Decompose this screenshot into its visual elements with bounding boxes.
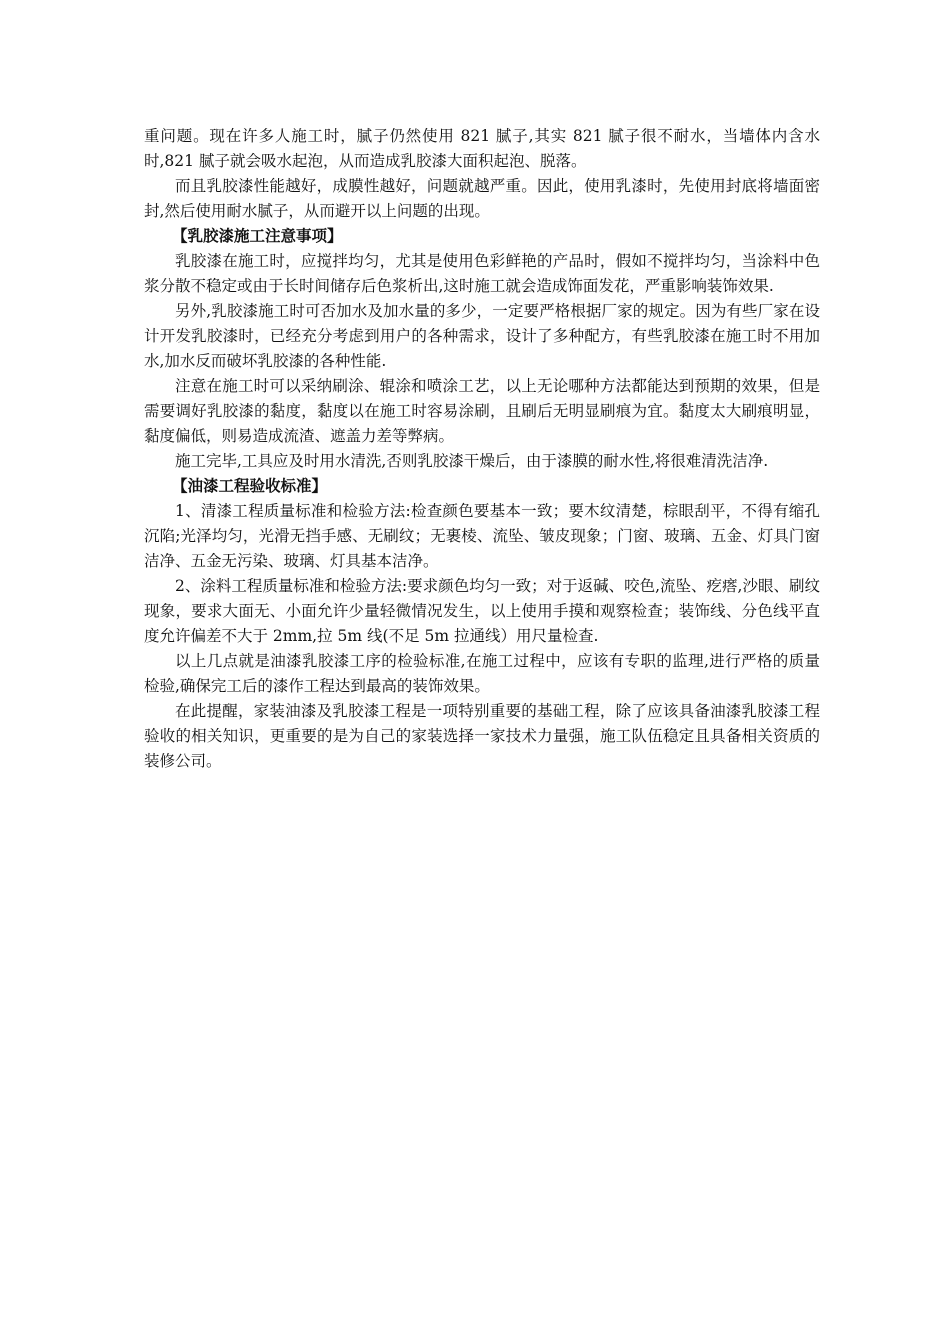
paragraph: 重问题。现在许多人施工时，腻子仍然使用 821 腻子,其实 821 腻子很不耐水，当墙体内含水时,821 腻子就会吸水起泡，从而造成乳胶漆大面积起泡、脱落。	[144, 127, 820, 170]
paragraph: 另外,乳胶漆施工时可否加水及加水量的多少，一定要严格根据厂家的规定。因为有些厂家在设计开发乳胶漆时，已经充分考虑到用户的各种需求，设计了多种配方，有些乳胶漆在施工时不用加水,加水反而破坏乳胶漆的各种性能.	[144, 302, 820, 370]
paragraph: 以上几点就是油漆乳胶漆工序的检验标准,在施工过程中，应该有专职的监理,进行严格的质量检验,确保完工后的漆作工程达到最高的装饰效果。	[144, 652, 820, 695]
paragraph: 注意在施工时可以采纳刷涂、辊涂和喷涂工艺，以上无论哪种方法都能达到预期的效果，但是需要调好乳胶漆的黏度，黏度以在施工时容易涂刷，且刷后无明显刷痕为宜。黏度太大刷痕明显，黏度偏低，则易造成流渣、遮盖力差等弊病。	[144, 377, 820, 445]
section-heading-paint-acceptance: 【油漆工程验收标准】	[172, 477, 328, 495]
paragraph: 施工完毕,工具应及时用水清洗,否则乳胶漆干燥后，由于漆膜的耐水性,将很难清洗洁净.	[175, 452, 769, 470]
section-heading-latex-paint-notes: 【乳胶漆施工注意事项】	[172, 227, 343, 245]
paragraph: 在此提醒，家装油漆及乳胶漆工程是一项特别重要的基础工程，除了应该具备油漆乳胶漆工程验收的相关知识，更重要的是为自己的家装选择一家技术力量强，施工队伍稳定且具备相关资质的装修公司。	[144, 702, 820, 770]
paragraph: 2、涂料工程质量标准和检验方法:要求颜色均匀一致；对于返碱、咬色,流坠、疙瘩,沙眼、刷纹现象，要求大面无、小面允许少量轻微情况发生，以上使用手摸和观察检查；装饰线、分色线平直度允许偏差不大于 2mm,拉 5m 线(不足 5m 拉通线）用尺量检查.	[144, 577, 820, 645]
paragraph: 而且乳胶漆性能越好，成膜性越好，问题就越严重。因此，使用乳漆时，先使用封底将墙面密封,然后使用耐水腻子，从而避开以上问题的出现。	[144, 177, 820, 220]
paragraph: 1、清漆工程质量标准和检验方法:检查颜色要基本一致；要木纹清楚，棕眼刮平，不得有缩孔沉陷;光泽均匀，光滑无挡手感、无刷纹；无裹棱、流坠、皱皮现象；门窗、玻璃、五金、灯具门窗洁净、五金无污染、玻璃、灯具基本洁净。	[144, 502, 820, 570]
paragraph: 乳胶漆在施工时，应搅拌均匀，尤其是使用色彩鲜艳的产品时，假如不搅拌均匀，当涂料中色浆分散不稳定或由于长时间储存后色浆析出,这时施工就会造成饰面发花，严重影响装饰效果.	[144, 252, 820, 295]
document-body	[144, 124, 820, 774]
